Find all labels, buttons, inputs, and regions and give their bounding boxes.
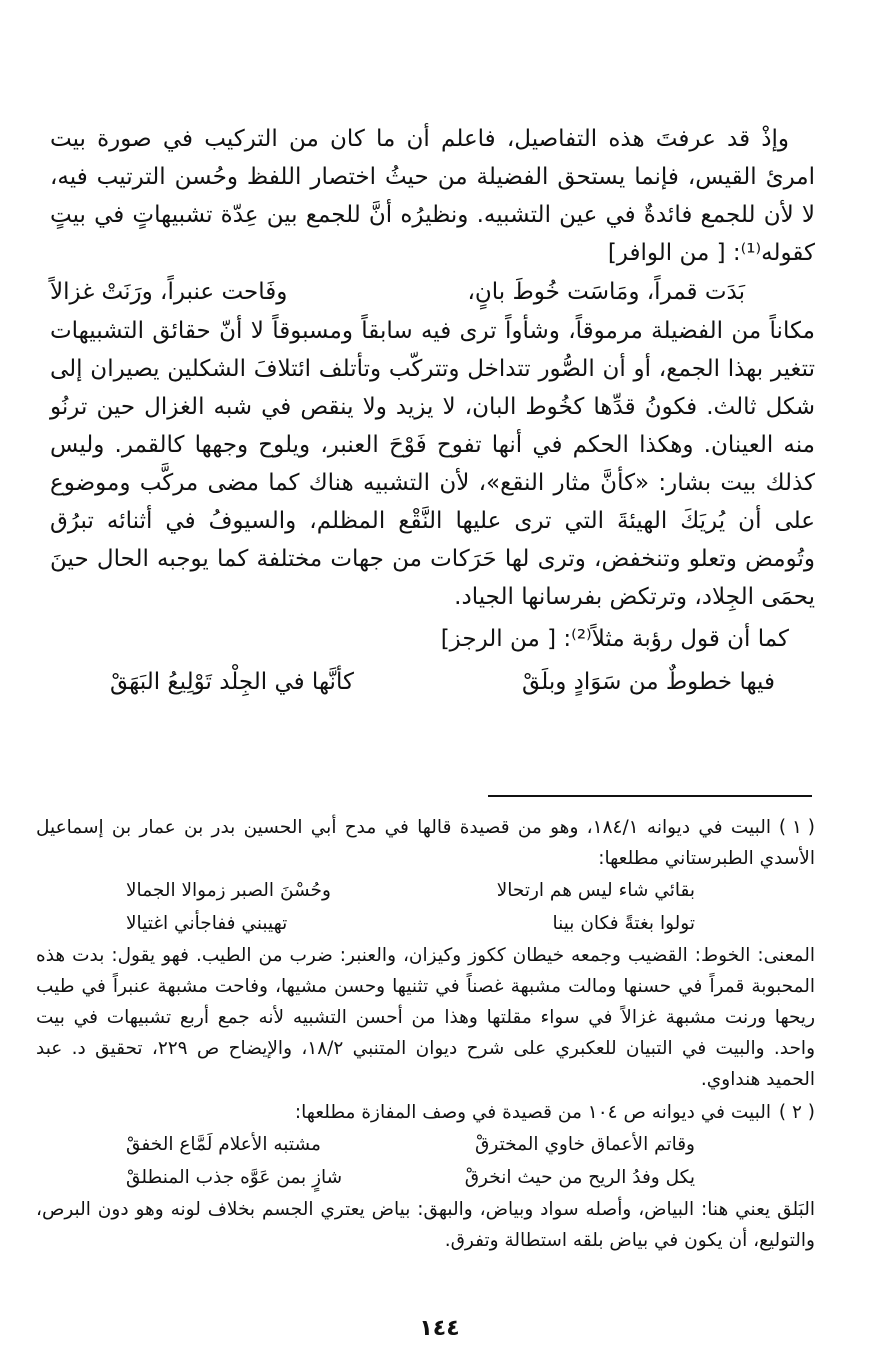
- footnote-verse: [36, 907, 815, 940]
- footnote-text: البيت في ديوانه ١٨٤/١، وهو من قصيدة قالها في مدح أبي الحسين بدر بن عمار بن إسماعيل الأسدي الطبرستاني مطلعها:: [36, 817, 815, 869]
- poem-verse-2: [50, 662, 815, 702]
- footnote-verse: [36, 1128, 815, 1161]
- footnote-number: ( ٢ ): [778, 1102, 815, 1123]
- page-number: ١٤٤: [419, 1316, 460, 1341]
- poem-verse-1: [50, 272, 815, 312]
- verse-first-hemistich: يكل وفدُ الريح من حيث انخرقْ: [464, 1167, 695, 1188]
- verse-second-hemistich: شازٍ بمن عَوَّه جذب المنطلقْ: [126, 1167, 343, 1188]
- verse-first-hemistich: تولوا بغتةً فكان بينا: [552, 913, 695, 934]
- footnote-verse: [36, 874, 815, 907]
- footnotes: [36, 812, 815, 1256]
- footnote-text: البيت في ديوانه ص ١٠٤ من قصيدة في وصف المفازة مطلعها:: [294, 1102, 771, 1123]
- paragraph-commentary: مكاناً من الفضيلة مرموقاً، وشأواً ترى فيه سابقاً ومسبوقاً لا أنّ حقائق التشبيهات تتغير بهذا الجمع، أو أن الصُّور تتداخل وتتركّب وتأتلف ائتلافَ الشكلين يصيران إلى شكل ثالث. فكونُ قدِّها كخُوط البان، لا يزيد ولا ينقص في شبه الغزال حين ترنُو منه العينان. وهكذا الحكم في أنها تفوح فَوْحَ العنبر، ويلوح وجهها كالقمر. وليس كذلك بيت بشار: «كأنَّ مثار النقع»، لأن التشبيه هناك كما مضى مركَّب وموضوع على أن يُريَكَ الهيئةَ التي ترى عليها النَّقْع المظلم، والسيوفُ في أثنائه تبرُق وتُومض وتعلو وتنخفض، وترى لها حَرَكات من جهات مختلفة كما يوجبه الحال حينَ يحمَى الجِلاد، وترتكض بفرسانها الجياد.: [50, 318, 815, 610]
- main-text: [50, 120, 815, 702]
- verse-second-hemistich: وفَاحت عنبراً، ورَنَتْ غزالاً: [50, 279, 288, 305]
- verse-first-hemistich: بَدَت قمراً، ومَاسَت خُوطَ بانٍ،: [467, 279, 745, 305]
- verse-second-hemistich: تهيبني ففاجأني اغتيالا: [126, 913, 288, 934]
- verse-first-hemistich: فيها خطوطٌ من سَوَادٍ وبلَقْ: [522, 669, 775, 695]
- footnote-verse: [36, 1161, 815, 1194]
- verse-second-hemistich: كأنَّها في الجِلْد تَوْلِيعُ البَهَقْ: [110, 669, 354, 695]
- verse-second-hemistich: مشتبه الأعلام لَمَّاع الخفقْ: [126, 1134, 321, 1155]
- verse-second-hemistich: وحُسْنَ الصبر زموالا الجمالا: [126, 880, 331, 901]
- footnote-separator: [488, 795, 812, 797]
- verse-first-hemistich: وقاتم الأعماق خاوي المخترقْ: [475, 1134, 695, 1155]
- verse-first-hemistich: بقائي شاء ليس هم ارتحالا: [496, 880, 695, 901]
- paragraph-rajaz-intro: كما أن قول رؤبة مثلاً⁽²⁾: [ من الرجز]: [440, 626, 789, 652]
- footnote-meaning: المعنى: الخوط: القضيب وجمعه خيطان ككوز وكيزان، والعنبر: ضرب من الطيب. فهو يقول: بدت هذه المحبوبة قمراً في حسنها ومالت مشبهة غصناً في تثنيها وحسن مشيها، وفاحت مشبهة عنبراً في طيب ريحها ورنت مشبهة غزالاً في سواء مقلتها وهذا من أحسن التشبيه لأنه جمع أربع تشبيهات في بيت واحد. والبيت في التبيان للعكبري على شرح ديوان المتنبي ١٨/٢، والإيضاح ص ٢٢٩، تحقيق د. عبد الحميد هنداوي.: [36, 945, 815, 1090]
- footnote-number: ( ١ ): [778, 817, 815, 838]
- footnote-2: [36, 1097, 815, 1128]
- footnote-1: [36, 812, 815, 874]
- paragraph-intro: وإذْ قد عرفتَ هذه التفاصيل، فاعلم أن ما كان من التركيب في صورة بيت امرئ القيس، فإنما يستحق الفضيلة من حيثُ اختصار اللفظ وحُسن الترتيب فيه، لا لأن للجمع فائدةٌ في عين التشبيه. ونظيرُه أنَّ للجمع بين عِدّة تشبيهاتٍ في بيتٍ كقوله⁽¹⁾: [ من الوافر]: [50, 126, 815, 266]
- footnote-meaning: البَلق يعني هنا: البياض، وأصله سواد وبياض، والبهق: بياض يعتري الجسم بخلاف لونه وهو دون البرص، والتوليع، أن يكون في بياض بلقه استطالة وتفرق.: [36, 1199, 815, 1251]
